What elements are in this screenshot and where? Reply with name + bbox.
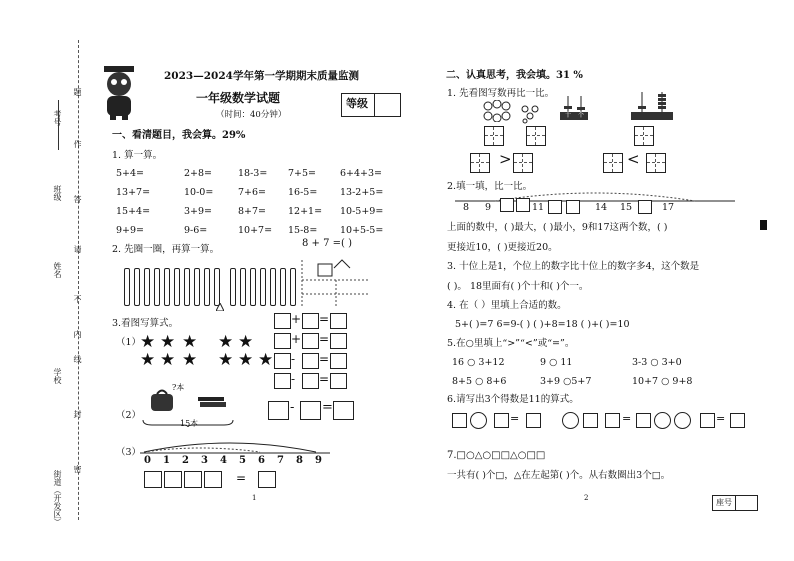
answer-box[interactable]	[330, 313, 347, 329]
op-minus: -	[291, 352, 296, 366]
calc-item: 16-5=	[288, 187, 318, 198]
calc-item: 18-3=	[238, 168, 268, 179]
part1-heading: 一、看清题目，我会算。29%	[112, 130, 246, 141]
r-q4-label: 4. 在（ ）里填上合适的数。	[447, 300, 567, 311]
seal-char: 封	[73, 410, 82, 418]
numline-tick-label: 7	[277, 455, 284, 466]
answer-box[interactable]	[274, 333, 291, 349]
answer-box[interactable]	[302, 333, 319, 349]
page-number-2: 2	[584, 494, 589, 502]
calc-item: 15-8=	[288, 225, 318, 236]
answer-box[interactable]	[144, 471, 162, 488]
stick-icon	[230, 268, 236, 306]
seat-box[interactable]	[712, 495, 758, 511]
r-q3-line2: ( )。 18里面有( )个十和( )个一。	[447, 281, 589, 292]
ruler-number: 15	[620, 202, 633, 213]
label-district: 街道（开发区）	[53, 470, 62, 526]
answer-circle[interactable]	[674, 412, 691, 429]
numline-tick-label: 8	[296, 455, 303, 466]
star-icon: ★	[218, 332, 234, 352]
compare-lt: <	[627, 150, 640, 168]
r-q7-line: 一共有( )个□，△在左起第( )个。从右数圈出3个□。	[447, 470, 671, 481]
answer-box[interactable]	[274, 313, 291, 329]
op-minus: -	[290, 400, 295, 415]
stick-icon	[194, 268, 200, 306]
calc-item: 3+9=	[184, 206, 213, 217]
r-q2-line1: 上面的数中，( )最大，( )最小，9和17这两个数，( )	[447, 222, 668, 233]
answer-box[interactable]	[605, 413, 620, 428]
r-q4-line: 5+( )=7 6=9-( ) ( )+8=18 ( )+( )=10	[455, 319, 630, 330]
answer-box[interactable]	[730, 413, 745, 428]
stick-icon	[184, 268, 190, 306]
seal-char: 作	[73, 140, 82, 148]
abacus-icon	[559, 92, 589, 120]
op-equals: =	[510, 412, 520, 425]
calc-item: 10+7=	[238, 225, 273, 236]
page-number-1: 1	[252, 494, 257, 502]
answer-box[interactable]	[330, 373, 347, 389]
star-icon: ★	[140, 350, 156, 370]
label-class: 班级	[53, 185, 62, 201]
label-school: 学校	[53, 368, 62, 384]
answer-box[interactable]	[636, 413, 651, 428]
answer-box[interactable]	[494, 413, 509, 428]
answer-box[interactable]	[566, 200, 580, 214]
seal-char: 密	[73, 465, 82, 473]
answer-box[interactable]	[500, 198, 514, 212]
op-equals: =	[716, 412, 726, 425]
q3-item1: （1）	[116, 337, 142, 348]
op-plus: +	[291, 332, 302, 346]
answer-box[interactable]	[204, 471, 222, 488]
calc-item: 10-0=	[184, 187, 214, 198]
op-equals: =	[622, 412, 632, 425]
abacus-ten: 十	[565, 112, 572, 119]
star-icon: ★	[182, 350, 198, 370]
calc-item: 9-6=	[184, 225, 208, 236]
stick-icon	[124, 268, 130, 306]
op-equals: =	[319, 352, 330, 366]
stick-icon	[260, 268, 266, 306]
answer-box[interactable]	[302, 353, 319, 369]
answer-box[interactable]	[330, 333, 347, 349]
star-icon: ★	[160, 350, 176, 370]
numline-tick-label: 6	[258, 455, 265, 466]
calc-item: 9+9=	[116, 225, 145, 236]
numline-tick-label: 5	[239, 455, 246, 466]
answer-circle[interactable]	[470, 412, 487, 429]
circle-cluster-icon	[482, 100, 512, 122]
part2-heading: 二、认真思考，我会填。31 %	[446, 70, 583, 81]
seat-divider	[735, 496, 736, 510]
calc-item: 10+5-5=	[340, 225, 384, 236]
ruler-number: 14	[595, 202, 608, 213]
numline-tick-label: 1	[163, 455, 170, 466]
stick-icon	[134, 268, 140, 306]
numline-tick-label: 0	[144, 455, 151, 466]
compare-item: 3+9 ○5+7	[540, 376, 592, 387]
star-icon: ★	[258, 350, 274, 370]
decompose-diagram	[300, 258, 372, 308]
book-total: 15本	[180, 419, 199, 428]
answer-box[interactable]	[274, 373, 291, 389]
calc-item: 5+4=	[116, 168, 145, 179]
write-grid[interactable]	[646, 153, 666, 173]
calc-item: 8+7=	[238, 206, 267, 217]
stick-icon	[240, 268, 246, 306]
answer-box[interactable]	[302, 373, 319, 389]
stick-icon	[250, 268, 256, 306]
seal-char: 内	[73, 330, 82, 338]
edge-mark	[760, 220, 767, 230]
answer-box[interactable]	[330, 353, 347, 369]
star-icon: ★	[218, 350, 234, 370]
label-name: 姓名	[53, 262, 62, 278]
compare-item: 9 ○ 11	[540, 357, 573, 368]
answer-box[interactable]	[526, 413, 541, 428]
answer-circle[interactable]	[654, 412, 671, 429]
answer-box[interactable]	[274, 353, 291, 369]
star-icon: ★	[238, 350, 254, 370]
r-q6-label: 6.请写出3个得数是11的算式。	[447, 394, 579, 405]
numline-tick-label: 3	[201, 455, 208, 466]
q3-item3: （3）	[116, 447, 142, 458]
stick-icon	[144, 268, 150, 306]
seal-char: 题	[73, 88, 82, 96]
number-ruler	[455, 188, 735, 202]
numline-tick-label: 9	[315, 455, 322, 466]
calc-item: 15+4=	[116, 206, 151, 217]
mascot-icon	[98, 64, 140, 120]
op-equals: =	[319, 332, 330, 346]
q2-expression: 8 + 7 =( )	[302, 238, 352, 249]
answer-box[interactable]	[164, 471, 182, 488]
ruler-number: 8	[463, 202, 470, 213]
stick-icon	[280, 268, 286, 306]
write-grid[interactable]	[526, 126, 546, 146]
r-q5-label: 5.在○里填上“>”“<”或“=”。	[447, 338, 575, 349]
seal-line	[78, 40, 79, 520]
ruler-number: 11	[532, 202, 545, 213]
field-exam-no[interactable]	[58, 100, 60, 150]
calc-item: 7+6=	[238, 187, 267, 198]
q3-item2: （2）	[116, 410, 142, 421]
answer-box[interactable]	[452, 413, 467, 428]
compare-item: 3-3 ○ 3+0	[632, 357, 682, 368]
compare-item: 10+7 ○ 9+8	[632, 376, 693, 387]
op-equals: =	[236, 471, 247, 485]
calc-item: 2+8=	[184, 168, 213, 179]
r-q2-line2: 更接近10，( )更接近20。	[447, 242, 558, 253]
dots-icon	[520, 104, 540, 124]
write-grid[interactable]	[634, 126, 654, 146]
grade-label: 等级	[346, 97, 368, 110]
stick-icon	[154, 268, 160, 306]
label-exam-no: 考号	[53, 110, 62, 126]
seal-char: 答	[73, 195, 82, 203]
answer-box[interactable]	[333, 401, 354, 420]
op-equals: =	[319, 372, 330, 386]
q2-label: 2. 先圈一圈，再算一算。	[112, 244, 220, 255]
ruler-number: 9	[485, 202, 492, 213]
calc-item: 6+4+3=	[340, 168, 383, 179]
triangle-icon	[216, 296, 224, 304]
exam-subtitle: 一年级数学试题	[196, 91, 281, 105]
star-icon: ★	[182, 332, 198, 352]
answer-circle[interactable]	[562, 412, 579, 429]
stick-icon	[174, 268, 180, 306]
r-q2-label: 2.填一填，比一比。	[447, 181, 533, 192]
calc-item: 13-2+5=	[340, 187, 384, 198]
number-line-arcs	[140, 438, 330, 454]
write-grid[interactable]	[603, 153, 623, 173]
compare-item: 16 ○ 3+12	[452, 357, 505, 368]
answer-box[interactable]	[583, 413, 598, 428]
r-q3-line1: 3. 十位上是1，个位上的数字比十位上的数字多4，这个数是	[447, 261, 700, 272]
grade-box[interactable]	[341, 93, 401, 117]
ruler-number: 17	[662, 202, 675, 213]
r-q7-shapes: 7.□○△○□□△○□□	[447, 450, 546, 461]
write-grid[interactable]	[470, 153, 490, 173]
seal-char: 线	[73, 355, 82, 363]
compare-gt: >	[499, 150, 512, 168]
op-plus: +	[291, 312, 302, 326]
abacus-icon	[630, 90, 674, 120]
answer-box[interactable]	[700, 413, 715, 428]
q1-label: 1. 算一算。	[112, 150, 163, 161]
abacus-one: 个	[578, 112, 585, 119]
seat-label: 座号	[716, 498, 732, 507]
stick-icon	[270, 268, 276, 306]
op-minus: -	[291, 372, 296, 386]
answer-box[interactable]	[184, 471, 202, 488]
grade-divider	[374, 94, 375, 116]
seal-char: 请	[73, 245, 82, 253]
star-icon: ★	[238, 332, 254, 352]
numline-tick-label: 4	[220, 455, 227, 466]
stick-icon	[290, 268, 296, 306]
stick-icon	[204, 268, 210, 306]
answer-box[interactable]	[548, 200, 562, 214]
exam-time: （时间：40分钟）	[216, 110, 287, 120]
answer-box[interactable]	[516, 198, 530, 212]
calc-item: 12+1=	[288, 206, 323, 217]
calc-item: 10-5+9=	[340, 206, 384, 217]
answer-box[interactable]	[258, 471, 276, 488]
op-equals: =	[319, 312, 330, 326]
write-grid[interactable]	[484, 126, 504, 146]
books-icon	[196, 394, 228, 408]
stick-icon	[164, 268, 170, 306]
q3-label: 3.看图写算式。	[112, 318, 179, 329]
seal-char: 不	[73, 295, 82, 303]
exam-title: 2023—2024学年第一学期期末质量监测	[164, 70, 359, 82]
star-icon: ★	[160, 332, 176, 352]
op-equals: =	[322, 400, 333, 415]
book-question: ?本	[172, 383, 185, 392]
numline-tick-label: 2	[182, 455, 189, 466]
answer-box[interactable]	[268, 401, 289, 420]
compare-item: 8+5 ○ 8+6	[452, 376, 507, 387]
r-q1-label: 1. 先看图写数再比一比。	[447, 88, 555, 99]
answer-box[interactable]	[300, 401, 321, 420]
star-icon: ★	[140, 332, 156, 352]
answer-box[interactable]	[302, 313, 319, 329]
calc-item: 13+7=	[116, 187, 151, 198]
write-grid[interactable]	[513, 153, 533, 173]
answer-box[interactable]	[638, 200, 652, 214]
calc-item: 7+5=	[288, 168, 317, 179]
